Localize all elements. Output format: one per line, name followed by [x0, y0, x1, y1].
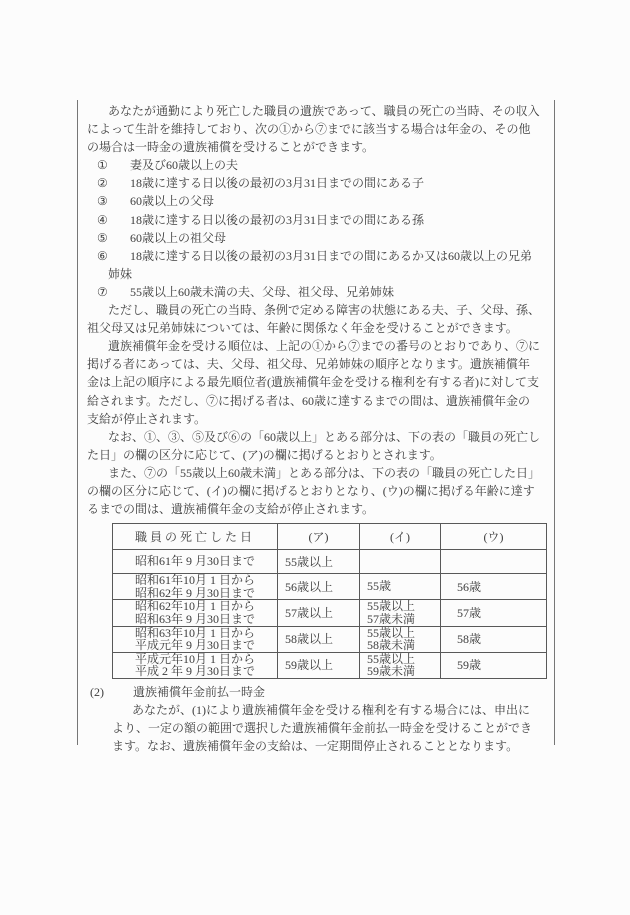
list-item-3	[87, 192, 540, 210]
table-header-row	[113, 524, 547, 550]
section-2-body: あなたが、(1)により遺族補償年金を受ける権利を有する場合には、申出により、一定の額の範囲で選択した遺族補償年金前払一時金を受けることができます。なお、遺族補償年金の支給は、一定期間停止されることとなります。	[112, 703, 533, 754]
cell-death-date: 昭和61年10月 1 日から 昭和62年 9 月30日まで	[113, 574, 278, 600]
cell-u	[441, 550, 547, 574]
cell-i: 55歳以上 57歳未満	[360, 600, 441, 626]
cell-a: 58歳以上	[278, 626, 360, 652]
item-text-2: 18歳に達する日以後の最初の3月31日までの間にある子	[130, 176, 425, 191]
item-number-6: ⑥	[97, 248, 108, 263]
list-item-1	[87, 156, 540, 174]
cell-u: 59歳	[441, 652, 547, 678]
content-box	[77, 100, 555, 754]
item-text-5: 60歳以上の祖父母	[130, 230, 227, 245]
list-item-7	[87, 283, 540, 301]
header-col-i: (イ)	[360, 524, 441, 550]
cell-i	[360, 550, 441, 574]
list-item-4	[87, 211, 540, 229]
note-iu-paragraph: また、⑦の「55歳以上60歳未満」とある部分は、下の表の「職員の死亡した日」の欄の区分に応じて、(イ)の欄に掲げるとおりとなり、(ウ)の欄に掲げる年齢に達するまでの間は、遺族補償年金の支給が停止されます。	[87, 465, 541, 517]
item-text-3: 60歳以上の父母	[130, 194, 215, 209]
cell-a: 57歳以上	[278, 600, 360, 626]
table-row	[113, 574, 547, 600]
item-text-6: 18歳に達する日以後の最初の3月31日までの間にあるか又は60歳以上の兄弟姉妹	[108, 248, 533, 281]
section-2-title: 遺族補償年金前払一時金	[133, 684, 266, 699]
list-item-5	[87, 229, 540, 247]
header-col-u: (ウ)	[441, 524, 547, 550]
section-2-number: (2)	[90, 684, 104, 699]
note-a-paragraph: なお、①、③、⑤及び⑥の「60歳以上」とある部分は、下の表の「職員の死亡した日」の欄の区分に応じて、(ア)の欄に掲げるとおりとされます。	[87, 429, 541, 462]
cell-u: 58歳	[441, 626, 547, 652]
cell-u: 56歳	[441, 574, 547, 600]
list-item-2	[87, 174, 540, 192]
item-text-4: 18歳に達する日以後の最初の3月31日までの間にある孫	[130, 212, 425, 227]
cell-i: 55歳以上 58歳未満	[360, 626, 441, 652]
item-number-7: ⑦	[97, 284, 108, 299]
table-row	[113, 550, 547, 574]
death-date-age-table	[112, 523, 547, 679]
table-row	[113, 600, 547, 626]
proviso-paragraph: ただし、職員の死亡の当時、条例で定める障害の状態にある夫、子、父母、孫、祖父母又は兄弟姉妹については、年齢に関係なく年金を受けることができます。	[87, 303, 541, 336]
item-text-1: 妻及び60歳以上の夫	[130, 158, 239, 173]
item-number-1: ①	[97, 158, 108, 173]
cell-a: 55歳以上	[278, 550, 360, 574]
item-number-4: ④	[97, 212, 108, 227]
cell-death-date: 昭和63年10月 1 日から 平成元年 9 月30日まで	[113, 626, 278, 652]
item-number-3: ③	[97, 194, 108, 209]
list-item-6	[87, 247, 540, 283]
priority-paragraph: 遺族補償年金を受ける順位は、上記の①から⑦までの番号のとおりであり、⑦に掲げる者にあっては、夫、父母、祖父母、兄弟姉妹の順序となります。遺族補償年金は上記の順序による最先順位者(遺族補償年金を受ける権利を有する者)に対して支給されます。ただし、⑦に掲げる者は、60歳に達するまでの間は、遺族補償年金の支給が停止されます。	[87, 339, 541, 426]
item-number-5: ⑤	[97, 230, 108, 245]
header-col-a: (ア)	[278, 524, 360, 550]
item-text-7: 55歳以上60歳未満の夫、父母、祖父母、兄弟姉妹	[130, 284, 395, 299]
section-2	[90, 683, 540, 755]
section-2-heading	[90, 683, 540, 701]
cell-u: 57歳	[441, 600, 547, 626]
cell-death-date: 昭和61年 9 月30日まで	[113, 550, 278, 574]
item-number-2: ②	[97, 176, 108, 191]
cell-death-date: 平成元年10月 1 日から 平成 2 年 9 月30日まで	[113, 652, 278, 678]
cell-i: 55歳	[360, 574, 441, 600]
table-row	[113, 626, 547, 652]
table-row	[113, 652, 547, 678]
cell-a: 59歳以上	[278, 652, 360, 678]
header-death-date: 職員の死亡した日	[113, 524, 278, 550]
cell-death-date: 昭和62年10月 1 日から 昭和63年 9 月30日まで	[113, 600, 278, 626]
cell-i: 55歳以上 59歳未満	[360, 652, 441, 678]
intro-paragraph: あなたが通勤により死亡した職員の遺族であって、職員の死亡の当時、その収入によって生計を維持しており、次の①から⑦までに該当する場合は年金の、その他の場合は一時金の遺族補償を受けることができます。	[87, 104, 540, 155]
cell-a: 56歳以上	[278, 574, 360, 600]
